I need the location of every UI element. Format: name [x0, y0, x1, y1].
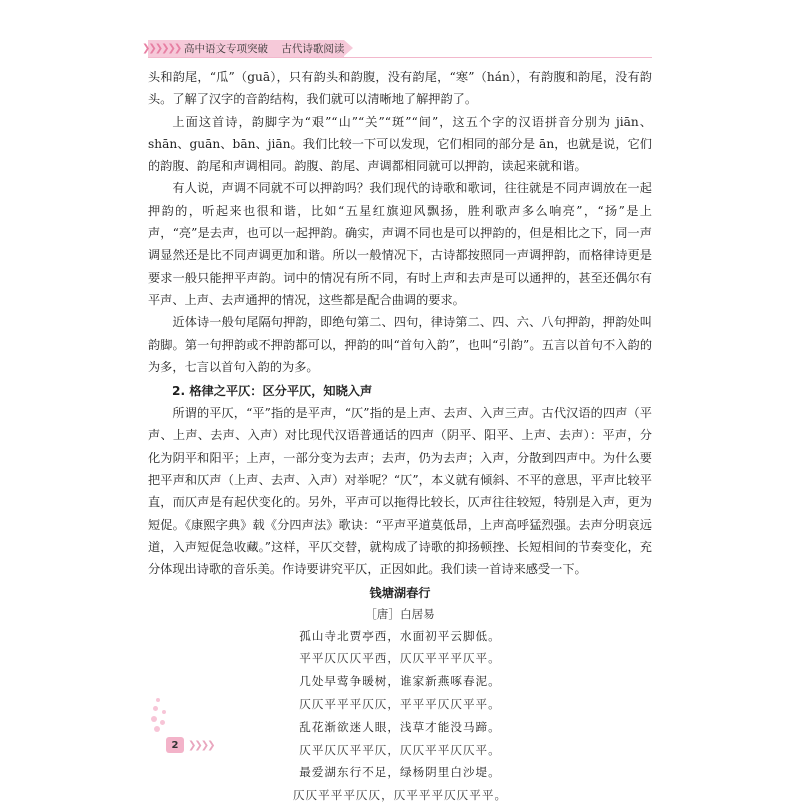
section-name: 古代诗歌阅读 — [281, 43, 345, 55]
paragraph-3: 有人说，声调不同就不可以押韵吗？我们现代的诗歌和歌词，往往就是不同声调放在一起押韵的，听起来也很和谐，比如“五星红旗迎风飘扬，胜利歌声多么响亮”，“扬”是上声，“亮”是去声，也可以一起押韵。确实，声调不同也是可以押韵的，但是相比之下，同一声调显然还是比不同声调更加和谐。所以一般情况下，古诗都按照同一声调押韵，而格律诗更是要求一般只能押平声韵。词中的情况有所不同，有时上声和去声是可以通押的，甚至还偶尔有平声、上声、去声通押的情况，这些都是配合曲调的要求。 — [148, 181, 652, 307]
poem-title: 钱塘湖春行 — [369, 585, 431, 600]
page-body — [148, 66, 652, 807]
decorative-dots — [150, 696, 190, 736]
paragraph-2: 上面这首诗，韵脚字为“艰”“山”“关”“斑”“间”，这五个字的汉语拼音分别为 jiān、shān、guān、bān、jiān。我们比较一下可以发现，它们相同的部分是 ān，也就是说，它们的韵腹、韵尾和声调相同。韵腹、韵尾、声调都相同就可以押韵，读起来就和谐。 — [148, 114, 652, 174]
paragraph-5: 所谓的平仄，“平”指的是平声，“仄”指的是上声、去声、入声三声。古代汉语的四声（平声、上声、去声、入声）对比现代汉语普通话的四声（阴平、阳平、上声、去声）：平声，分化为阴平和阳平；上声，一部分变为去声；去声，仍为去声；入声，分散到四声中。为什么要把平声和仄声（上声、去声、入声）对举呢？“仄”，本义就有倾斜、不平的意思，平声比较平直，而仄声是有起伏变化的。另外，平声可以拖得比较长，仄声往往较短，特别是入声，更为短促。《康熙字典》载《分四声法》歌诀：“平声平道莫低昂，上声高呼猛烈强。去声分明哀远道，入声短促急收藏。”这样，平仄交替，就构成了诗歌的抑扬顿挫、长短相间的节奏变化，充分体现出诗歌的音乐美。作诗要讲究平仄，正因如此。我们读一首诗来感受一下。 — [148, 406, 652, 577]
poem-tone-line: 平平仄仄仄平西，仄仄平平平仄平。 — [299, 651, 501, 666]
poem-line: 最爱湖东行不足，绿杨阴里白沙堤。 — [299, 765, 501, 780]
poem-tone-line: 仄平仄仄平平仄，仄仄平平仄仄平。 — [299, 742, 501, 757]
header-rule — [148, 57, 652, 58]
paragraph-1: 头和韵尾，“瓜”（guā），只有韵头和韵腹，没有韵尾，“寒”（hán），有韵腹和韵尾，没有韵头。了解了汉字的音韵结构，我们就可以清晰地了解押韵了。 — [148, 70, 652, 107]
poem-author: ［唐］白居易 — [365, 606, 435, 621]
poem-tone-line: 仄仄平平平仄仄，仄平平平仄仄平平。 — [292, 788, 508, 803]
poem-line: 几处早莺争暖树，谁家新燕啄春泥。 — [299, 674, 501, 689]
header-text — [184, 41, 354, 56]
book-title: 高中语文专项突破 — [184, 43, 268, 55]
running-header — [142, 40, 345, 57]
chevron-right-icon: ❯❯❯❯ — [188, 739, 214, 751]
poem-tone-line: 仄仄平平平仄仄，平平平仄仄平平。 — [299, 696, 501, 711]
section-heading: 2. 格律之平仄：区分平仄，知晓入声 — [172, 384, 373, 399]
paragraph-4: 近体诗一般句尾隔句押韵，即绝句第二、四句，律诗第二、四、六、八句押韵，押韵处叫韵脚。第一句押韵或不押韵都可以，押韵的叫“首句入韵”，也叫“引韵”。五言以首句不入韵的为多，七言以首句入韵的为多。 — [148, 315, 652, 374]
poem-line: 孤山寺北贾亭西，水面初平云脚低。 — [299, 628, 501, 643]
poem-line: 乱花渐欲迷人眼，浅草才能没马蹄。 — [299, 719, 501, 734]
header-tail — [344, 40, 353, 56]
chevron-right-icon: ❯❯❯❯❯❯ — [142, 43, 181, 54]
page-number: 2 — [166, 737, 184, 753]
